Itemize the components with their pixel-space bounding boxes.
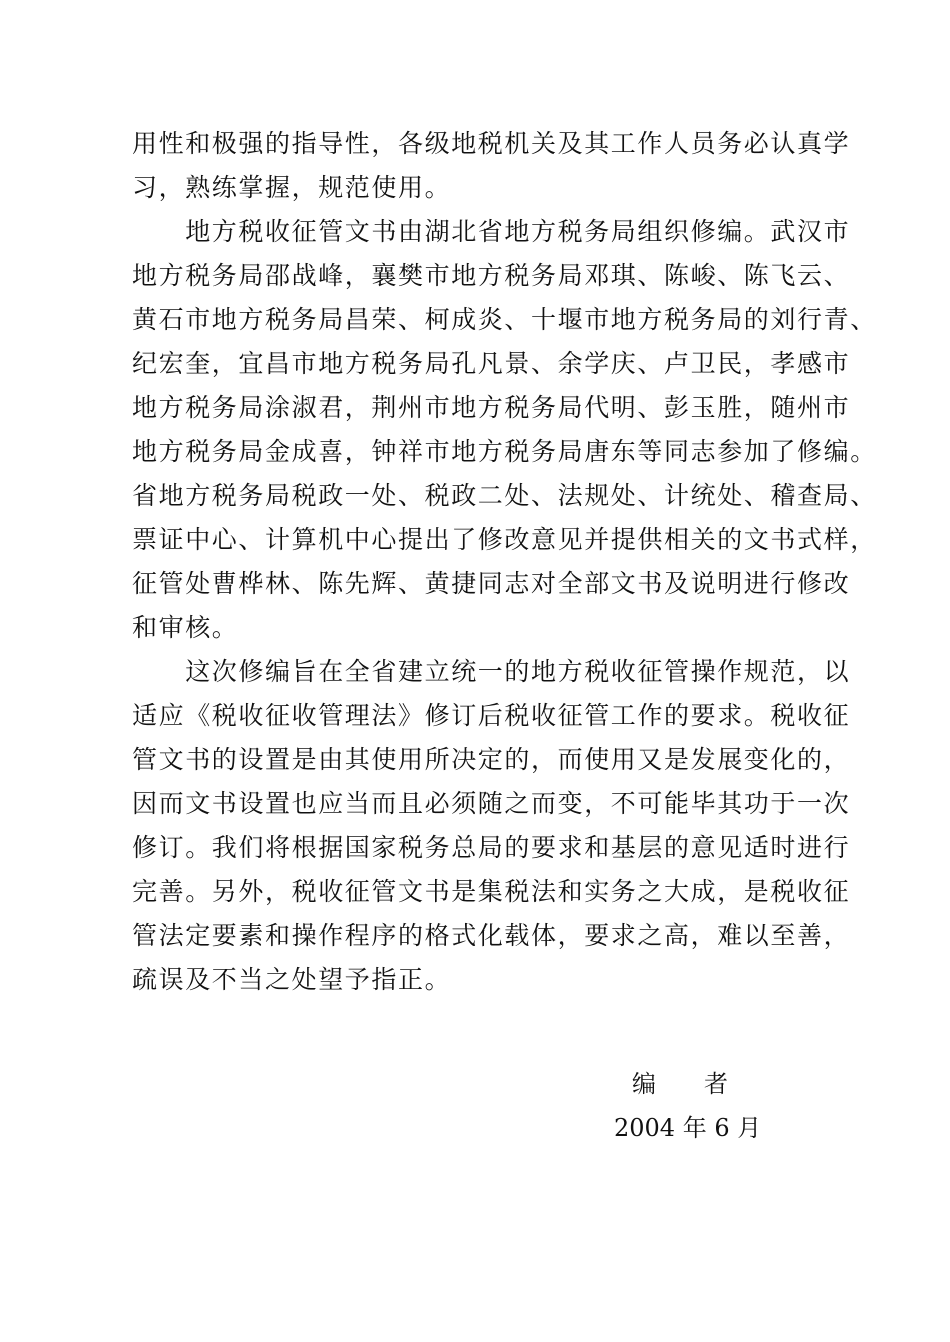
text-line: 因而文书设置也应当而且必须随之而变，不可能毕其功于一次 (132, 789, 851, 818)
text-line: 地方税务局金成喜，钟祥市地方税务局唐东等同志参加了修编。 (132, 437, 877, 466)
text-line: 用性和极强的指导性，各级地税机关及其工作人员务必认真学 (132, 129, 851, 158)
text-line: 疏误及不当之处望予指正。 (132, 965, 452, 994)
signature-editor: 编 者 (632, 1070, 728, 1098)
text-line: 修订。我们将根据国家税务总局的要求和基层的意见适时进行 (132, 833, 851, 862)
text-line: 适应《税收征收管理法》修订后税收征管工作的要求。税收征 (132, 701, 851, 730)
text-line: 管文书的设置是由其使用所决定的，而使用又是发展变化的， (132, 745, 851, 774)
text-line: 完善。另外，税收征管文书是集税法和实务之大成，是税收征 (132, 877, 851, 906)
signature-date: 2004 年 6 月 (614, 1114, 762, 1142)
text-line: 地方税务局邵战峰，襄樊市地方税务局邓琪、陈峻、陈飞云、 (132, 261, 851, 290)
text-line: 这次修编旨在全省建立统一的地方税收征管操作规范，以 (132, 657, 851, 686)
text-line: 习，熟练掌握，规范使用。 (132, 173, 452, 202)
text-line: 征管处曹桦林、陈先辉、黄捷同志对全部文书及说明进行修改 (132, 569, 851, 598)
text-line: 管法定要素和操作程序的格式化载体，要求之高，难以至善， (132, 921, 851, 950)
text-line: 纪宏奎，宜昌市地方税务局孔凡景、余学庆、卢卫民，孝感市 (132, 349, 851, 378)
text-line: 黄石市地方税务局昌荣、柯成炎、十堰市地方税务局的刘行青、 (132, 305, 877, 334)
text-line: 地方税收征管文书由湖北省地方税务局组织修编。武汉市 (132, 217, 851, 246)
text-line: 省地方税务局税政一处、税政二处、法规处、计统处、稽查局、 (132, 481, 877, 510)
text-line: 和审核。 (132, 613, 239, 642)
preface-body (132, 122, 877, 1002)
text-line: 票证中心、计算机中心提出了修改意见并提供相关的文书式样， (132, 525, 877, 554)
text-line: 地方税务局涂淑君，荆州市地方税务局代明、彭玉胜，随州市 (132, 393, 851, 422)
